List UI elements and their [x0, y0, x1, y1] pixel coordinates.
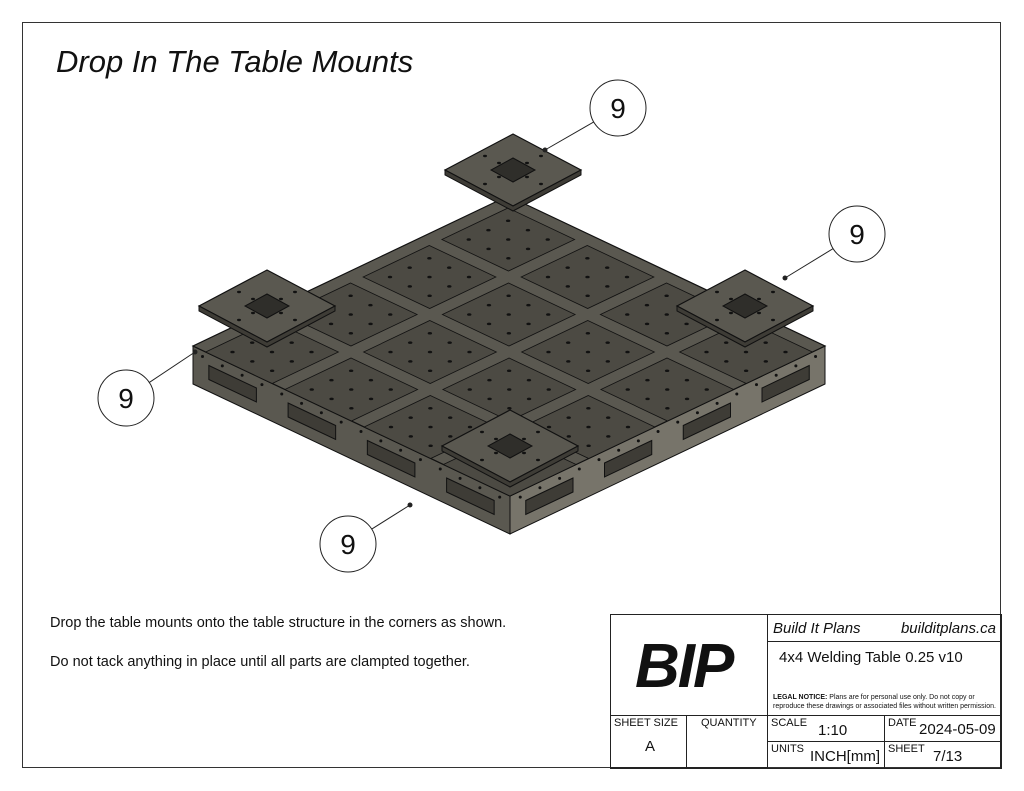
hole [685, 379, 689, 382]
hole [329, 398, 333, 401]
hole [605, 266, 609, 269]
side-hole [519, 496, 522, 499]
side-hole [617, 449, 620, 452]
hole [483, 155, 487, 157]
hole [665, 369, 669, 372]
hole [566, 341, 570, 344]
hole [428, 426, 432, 429]
hole [497, 176, 501, 178]
hole [507, 407, 511, 410]
balloon-callout [783, 206, 886, 281]
hole [507, 369, 511, 372]
hole [290, 360, 294, 363]
hole [270, 351, 274, 354]
hole [546, 351, 550, 354]
hole [251, 312, 255, 314]
hole [409, 435, 413, 438]
hole [486, 229, 490, 232]
page-title: Drop In The Table Mounts [56, 44, 414, 79]
hole [539, 183, 543, 185]
hole [369, 398, 373, 401]
side-hole [280, 393, 283, 396]
hole [329, 323, 333, 326]
side-hole [657, 430, 660, 433]
bip-logo: BIP [635, 632, 733, 701]
hole [585, 257, 589, 260]
hole [230, 351, 234, 354]
hole [566, 416, 570, 419]
hole [715, 319, 719, 321]
leader-arrow [193, 350, 198, 355]
hole [507, 388, 511, 391]
hole [448, 435, 452, 438]
hole [547, 426, 551, 429]
hole [522, 452, 526, 454]
hole [586, 426, 590, 429]
hole [388, 351, 392, 354]
side-hole [814, 355, 817, 358]
side-hole [419, 458, 422, 461]
hole [744, 369, 748, 372]
hole [348, 294, 352, 297]
hole [757, 312, 761, 314]
hole [506, 238, 510, 241]
hole [428, 351, 432, 354]
hole [389, 388, 393, 391]
side-hole [597, 458, 600, 461]
sheet-label: SHEET [888, 743, 925, 755]
sheet-cell [885, 742, 1001, 768]
side-hole [439, 468, 442, 471]
hole [665, 332, 669, 335]
side-hole [320, 411, 323, 414]
hole [566, 360, 570, 363]
hole [487, 379, 491, 382]
side-hole [794, 364, 797, 367]
side-hole [755, 383, 758, 386]
hole [329, 379, 333, 382]
side-hole [676, 421, 679, 424]
hole [237, 319, 241, 321]
hole [586, 369, 590, 372]
scale-cell [768, 716, 885, 742]
sheet-value: 7/13 [933, 748, 963, 765]
units-label: UNITS [771, 743, 804, 755]
hole [480, 431, 484, 433]
hole [606, 435, 610, 438]
hole [586, 332, 590, 335]
hole [546, 238, 550, 241]
balloon-number: 9 [340, 529, 356, 560]
hole [757, 298, 761, 300]
hole [427, 276, 431, 279]
date-cell [885, 716, 1001, 742]
hole [428, 407, 432, 410]
side-hole [775, 374, 778, 377]
side-hole [300, 402, 303, 405]
hole [293, 291, 297, 293]
hole [428, 444, 432, 447]
units-cell [768, 742, 885, 768]
hole [526, 304, 530, 307]
hole [368, 304, 372, 307]
website: builditplans.ca [900, 620, 996, 637]
legal-notice [773, 693, 998, 711]
side-hole [637, 439, 640, 442]
hole [486, 248, 490, 251]
balloon-callout [320, 503, 413, 573]
hole [408, 416, 412, 419]
hole [764, 360, 768, 363]
hole [237, 291, 241, 293]
side-hole [399, 449, 402, 452]
hole [369, 379, 373, 382]
company-name: Build It Plans [773, 620, 861, 637]
side-hole [538, 486, 541, 489]
date-label: DATE [888, 717, 917, 729]
side-hole [735, 393, 738, 396]
hole [270, 369, 274, 372]
instruction-note-1: Drop the table mounts onto the table structure in the corners as shown. [50, 615, 507, 631]
hole [389, 426, 393, 429]
hole [310, 388, 314, 391]
drawing-title: 4x4 Welding Table 0.25 v10 [779, 649, 963, 666]
hole [480, 459, 484, 461]
hole [467, 238, 471, 241]
scale-label: SCALE [771, 717, 808, 729]
hole [536, 431, 540, 433]
leader-arrow [543, 148, 548, 153]
hole [715, 291, 719, 293]
sheet-size-cell [611, 716, 687, 768]
hole [468, 388, 472, 391]
hole [408, 360, 412, 363]
hole [771, 319, 775, 321]
hole [448, 360, 452, 363]
quantity-label: QUANTITY [701, 717, 757, 729]
hole [606, 360, 610, 363]
side-hole [221, 364, 224, 367]
hole [408, 285, 412, 288]
hole [664, 294, 668, 297]
hole [645, 323, 649, 326]
balloon-number: 9 [849, 219, 865, 250]
hole [586, 351, 590, 354]
hole [250, 360, 254, 363]
hole [626, 426, 630, 429]
hole [309, 351, 313, 354]
legal-text: Plans are for personal use only. Do not copy or reproduce these drawings or associated files without written permission. [773, 694, 996, 710]
hole [685, 398, 689, 401]
hole [645, 398, 649, 401]
hole [467, 276, 471, 279]
hole [388, 313, 392, 316]
hole [724, 360, 728, 363]
hole [494, 438, 498, 440]
hole [744, 351, 748, 354]
hole [586, 444, 590, 447]
hole [724, 341, 728, 344]
hole [771, 291, 775, 293]
hole [522, 438, 526, 440]
hole [448, 416, 452, 419]
side-hole [340, 421, 343, 424]
hole [645, 379, 649, 382]
hole [665, 313, 669, 316]
hole [494, 452, 498, 454]
sheet-size-value: A [645, 738, 656, 755]
hole [665, 388, 669, 391]
hole [483, 183, 487, 185]
balloon-number: 9 [610, 93, 626, 124]
hole [547, 388, 551, 391]
instruction-note-2: Do not tack anything in place until all parts are clampted together. [50, 654, 470, 670]
hole [539, 155, 543, 157]
hole [427, 257, 431, 260]
hole [468, 426, 472, 429]
side-hole [360, 430, 363, 433]
hole [349, 407, 353, 410]
hole [526, 248, 530, 251]
hole [665, 407, 669, 410]
hole [289, 341, 293, 344]
hole [368, 323, 372, 326]
hole [279, 298, 283, 300]
hole [388, 276, 392, 279]
hole [527, 398, 531, 401]
hole [251, 298, 255, 300]
hole [625, 276, 629, 279]
hole [427, 294, 431, 297]
leader-arrow [783, 276, 788, 281]
scale-value: 1:10 [818, 722, 848, 739]
hole [467, 313, 471, 316]
hole [763, 341, 767, 344]
hole [507, 332, 511, 335]
balloon-callout [98, 350, 198, 427]
hole [349, 313, 353, 316]
hole [536, 459, 540, 461]
title-block [610, 614, 1002, 769]
hole [586, 407, 590, 410]
hole [625, 313, 629, 316]
hole [783, 351, 787, 354]
hole [567, 435, 571, 438]
hole [506, 257, 510, 260]
balloon-callout [543, 80, 647, 153]
hole [349, 388, 353, 391]
hole [525, 176, 529, 178]
hole [447, 266, 451, 269]
logo-cell [611, 615, 768, 716]
side-hole [478, 486, 481, 489]
hole [506, 219, 510, 222]
hole [250, 341, 254, 344]
side-hole [578, 468, 581, 471]
hole [566, 285, 570, 288]
hole [428, 369, 432, 372]
hole [467, 351, 471, 354]
hole [487, 323, 491, 326]
hole [626, 388, 630, 391]
leader-arrow [408, 503, 413, 508]
company-cell [768, 615, 1001, 642]
table-mount [445, 134, 581, 211]
hole [408, 341, 412, 344]
hole [546, 276, 550, 279]
hole [506, 294, 510, 297]
side-hole [558, 477, 561, 480]
side-hole [696, 411, 699, 414]
hole [605, 341, 609, 344]
hole [585, 294, 589, 297]
hole [487, 304, 491, 307]
units-value: INCH[mm] [810, 748, 880, 765]
hole [606, 416, 610, 419]
hole [349, 332, 353, 335]
hole [704, 351, 708, 354]
hole [507, 313, 511, 316]
hole [487, 398, 491, 401]
side-hole [498, 496, 501, 499]
sheet-size-label: SHEET SIZE [614, 717, 678, 729]
hole [428, 332, 432, 335]
date-value: 2024-05-09 [919, 721, 996, 738]
hole [645, 304, 649, 307]
hole [526, 229, 530, 232]
hole [527, 379, 531, 382]
side-hole [241, 374, 244, 377]
side-hole [379, 439, 382, 442]
legal-label: LEGAL NOTICE: [773, 694, 828, 701]
side-hole [201, 355, 204, 358]
hole [546, 313, 550, 316]
hole [729, 312, 733, 314]
hole [497, 162, 501, 164]
side-hole [716, 402, 719, 405]
hole [565, 266, 569, 269]
side-hole [459, 477, 462, 480]
hole [684, 323, 688, 326]
hole [625, 351, 629, 354]
hole [526, 323, 530, 326]
hole [407, 266, 411, 269]
hole [349, 369, 353, 372]
quantity-cell [687, 716, 768, 768]
hole [279, 312, 283, 314]
hole [605, 285, 609, 288]
hole [447, 285, 451, 288]
side-hole [260, 383, 263, 386]
hole [729, 298, 733, 300]
hole [585, 276, 589, 279]
balloon-number: 9 [118, 383, 134, 414]
hole [447, 341, 451, 344]
hole [525, 162, 529, 164]
drawing-title-cell [768, 642, 1001, 716]
hole [293, 319, 297, 321]
hole [705, 388, 709, 391]
